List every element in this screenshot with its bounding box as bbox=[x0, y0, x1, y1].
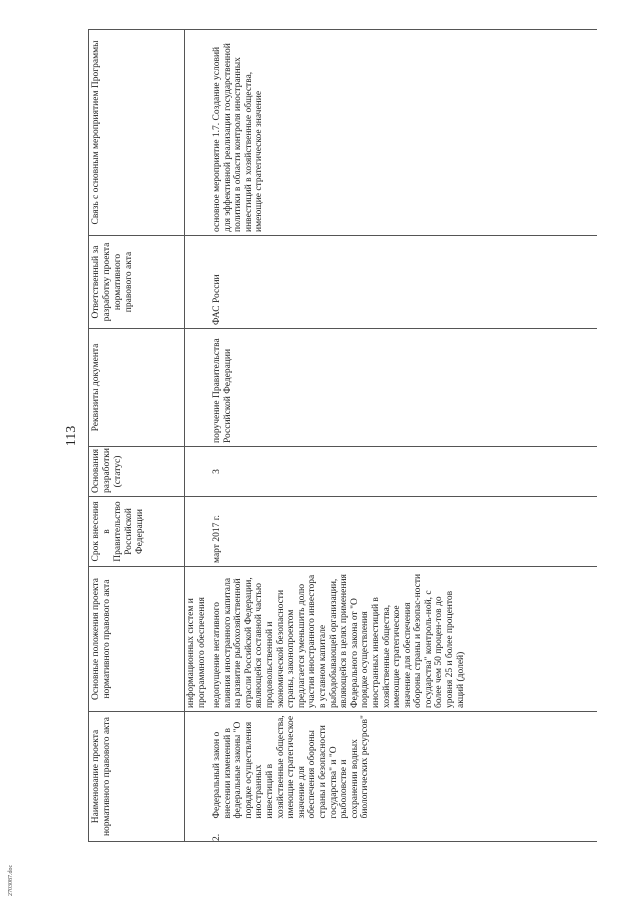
table-row-continuation bbox=[185, 30, 211, 842]
cell-provisions-continued: информационных систем и программного обеспечения bbox=[185, 567, 211, 712]
page-number: 113 bbox=[64, 425, 79, 447]
cell-responsible: ФАС России bbox=[210, 236, 597, 329]
header-basis: Основания разработки (статус) bbox=[89, 447, 185, 497]
cell-number: 2. bbox=[210, 822, 597, 842]
footer-file-stamp: 2703087.doc bbox=[8, 864, 14, 896]
cell-document: поручение Правительства Российской Федерации bbox=[210, 329, 597, 447]
cell-act-name: Федеральный закон о внесении изменений в федеральные законы "О порядке осуществления иностранных инвестиций в хозяйственные общества, имеющие стратегическое значение для обеспечения обороны страны и безопасности государства" и "О рыболовстве и сохранении водных биологических ресурсов" bbox=[210, 712, 597, 822]
cell-deadline: март 2017 г. bbox=[210, 497, 597, 567]
table-header-row bbox=[89, 30, 185, 842]
header-responsible: Ответственный за разработку проекта нормативного правового акта bbox=[89, 236, 185, 329]
header-name: Наименование проекта нормативного правового акта bbox=[89, 712, 185, 842]
header-provisions: Основные положения проекта нормативного правового акта bbox=[89, 567, 185, 712]
header-document: Реквизиты документа bbox=[89, 329, 185, 447]
table-row bbox=[210, 30, 597, 842]
cell-provisions: недопущение негативного влияния иностранного капитала на развитие рыбохозяйственной отрасли Российской Федерации, являющейся составной частью продовольственной и экономической безопасности страны, законопроектом предлагается уменьшить долю участия иностранного инвестора в уставном капитале рыбодобывающей организации, являющейся в целях применения Федерального закона от "О порядке осуществления иностранных инвестиций в хозяйственные общества, имеющие стратегическое значение для обеспечения обороны страны и безопас-ности государства" контроль-ной, с более чем 50 процен-тов до уровня 25 и более процентов акций (долей) bbox=[210, 567, 597, 712]
cell-program-link: основное мероприятие 1.7. Создание условий для эффективной реализации государственной политики в области контроля иностранных инвестиций в хозяйственные общества, имеющие стратегическое значение bbox=[210, 30, 597, 236]
regulatory-acts-table bbox=[88, 29, 597, 842]
rotated-content bbox=[63, 30, 599, 842]
header-program-link: Связь с основным мероприятием Программы bbox=[89, 30, 185, 236]
header-deadline: Срок внесения в Правительство Российской Федерации bbox=[89, 497, 185, 567]
cell-basis: 3 bbox=[210, 447, 597, 497]
